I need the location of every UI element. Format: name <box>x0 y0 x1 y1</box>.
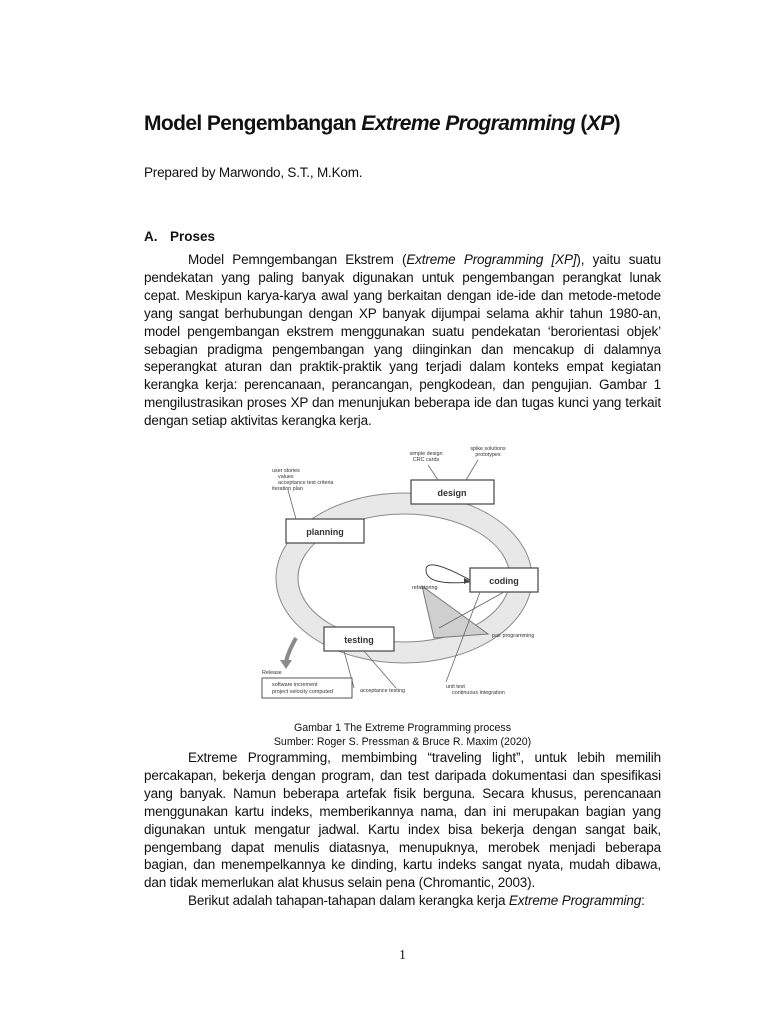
phase-testing <box>324 627 394 651</box>
phase-testing-label: testing <box>344 635 374 645</box>
note-acceptance-testing: acceptance testing <box>360 688 405 694</box>
note-unit-test: unit test <box>446 684 465 690</box>
note-continuous-integration: continuous integration <box>452 690 505 696</box>
caption-line-2: Sumber: Roger S. Pressman & Bruce R. Maxim (2020) <box>273 735 532 748</box>
xp-process-diagram <box>256 438 552 710</box>
p2-text: Extreme Programming, membimbing “traveling light”, untuk lebih memilih percakapan, bekerja dengan program, dan test daripada dokumentasi dan spesifikasi yang banyak. Namun beberapa artefak fisik berguna. Secara khusus, perencanaan menggunakan kartu indeks, memberikannya nama, dan ini merupakan bagian yang digunakan untuk mengatur jadwal. Kartu index bisa bekerja dengan sangat baik, pengembang dapat menulis diatasnya, menupuknya, merobek menjadi beberapa bagian, dan menempelkannya ke dinding, kartu indeks sangat nyata, mudah dibawa, dan tidak memerlukan alat khusus selain pena (Chromantic, 2003). <box>144 750 661 891</box>
title-italic: Extreme Programming <box>361 112 576 135</box>
title-prefix: Model Pengembangan <box>144 112 362 135</box>
p1-text-c: ), yaitu suatu pendekatan yang paling banyak digunakan untuk pengembangan perangkat lunak cepat. Meskipun karya-karya awal yang berkaitan dengan ide-ide dan metode-metode yang sangat berhubungan dengan XP banyak dijumpai selama akhir tahun 1980-an, model pengembangan ekstrem menggunakan suatu pendekatan ‘berorientasi objek’ sebagian pradigma pengembangan yang diinginkan dan mencakup di dalamnya seperangkat aturan dan praktik-praktik yang terjadi dalam konteks empat kegiatan kerangka kerja: perencanaan, perancangan, pengkodean, dan pengujian. Gambar 1 mengilustrasikan proses XP dan menunjukan beberapa ide dan tugas kunci yang terkait dengan setiap aktivitas kerangka kerja. <box>144 252 661 429</box>
title-paren-open: ( <box>575 112 587 135</box>
note-pair-programming: pair programming <box>492 633 535 639</box>
note-simple-design: simple design <box>409 451 443 457</box>
p1-text-a: Model Pemngembangan Ekstrem ( <box>188 252 407 267</box>
p3-text-italic: Extreme Programming <box>508 893 642 908</box>
note-spike-solutions: spike solutions <box>470 446 506 452</box>
caption-line-1: Gambar 1 The Extreme Programming process <box>293 722 512 734</box>
section-heading <box>144 229 215 244</box>
figure-caption <box>144 722 661 749</box>
xp-process-figure <box>256 438 552 710</box>
note-user-stories: user stories <box>272 468 300 474</box>
title-paren-close: ) <box>613 112 621 135</box>
document-title <box>144 112 620 136</box>
note-release: Release <box>262 670 282 676</box>
note-crc-cards: CRC cards <box>412 457 440 463</box>
note-iteration-plan: iteration plan <box>272 486 303 492</box>
phase-coding <box>470 568 538 592</box>
note-refactoring: refactoring <box>412 585 438 591</box>
phase-design-label: design <box>437 488 467 498</box>
section-title: Proses <box>170 229 216 244</box>
note-project-velocity: project velocity computed <box>272 689 333 695</box>
title-abbr: XP <box>586 112 614 135</box>
p3-text-a: Berikut adalah tahapan-tahapan dalam kerangka kerja <box>188 893 509 908</box>
p1-text-italic: Extreme Programming [XP] <box>406 252 577 267</box>
phase-planning <box>286 519 364 543</box>
p3-text-c: : <box>641 893 645 908</box>
phase-coding-label: coding <box>489 576 519 586</box>
note-acceptance-criteria: acceptance test criteria <box>278 480 334 486</box>
paragraph-traveling-light <box>144 749 661 892</box>
note-prototypes: prototypes <box>475 452 501 458</box>
page-number: 1 <box>399 947 406 962</box>
release-box <box>262 678 352 698</box>
author-line: Prepared by Marwondo, S.T., M.Kom. <box>144 165 363 180</box>
paragraph-tahapan <box>144 892 661 910</box>
phase-design <box>411 480 494 504</box>
note-software-increment: software increment <box>272 682 318 688</box>
section-number: A. <box>144 229 158 244</box>
note-values: values <box>278 474 294 480</box>
phase-planning-label: planning <box>306 527 344 537</box>
paragraph-proses <box>144 251 661 430</box>
